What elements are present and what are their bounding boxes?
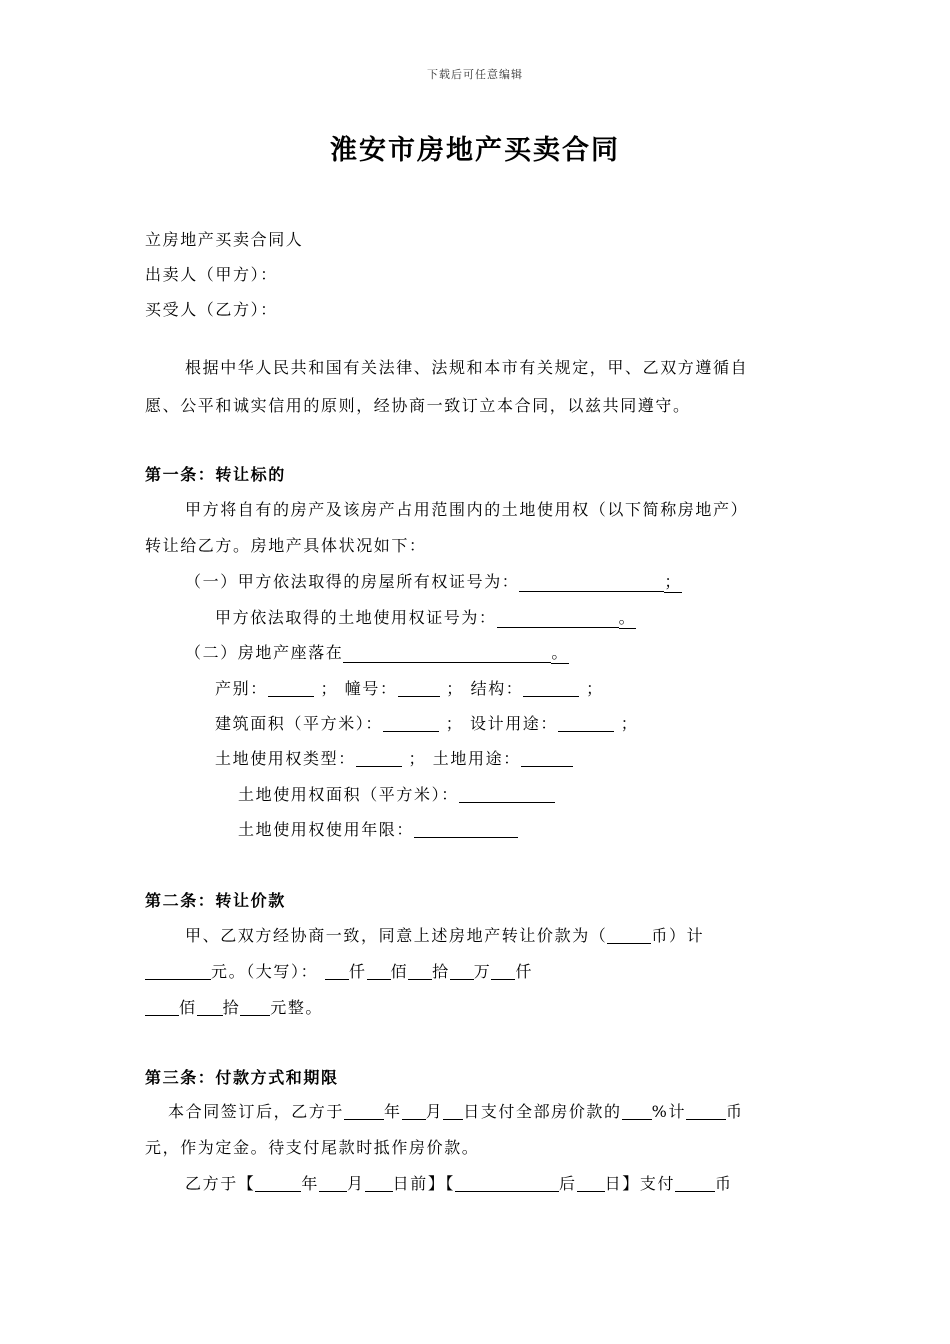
amount-words-label: 元。（大写）： <box>211 962 319 981</box>
article-1-line-2: 转让给乙方。房地产具体状况如下： <box>145 536 427 555</box>
property-details-row <box>215 676 604 699</box>
unit-bai: 佰 <box>390 962 409 981</box>
balance-intro: 乙方于【 <box>185 1174 256 1193</box>
design-use-label: 设计用途： <box>470 714 559 733</box>
article-2-heading: 第二条：转让价款 <box>145 891 286 910</box>
location-row <box>185 640 569 664</box>
balance-after-label: 后 <box>559 1174 577 1193</box>
land-area-row <box>238 782 555 805</box>
balance-month-blank[interactable] <box>319 1175 347 1192</box>
unit-wan: 万 <box>473 962 492 981</box>
balance-day-blank[interactable] <box>365 1175 393 1192</box>
separator: ； <box>586 679 604 698</box>
land-term-blank[interactable] <box>414 821 518 838</box>
land-cert-row <box>215 605 636 629</box>
price-currency-tail: 币）计 <box>651 926 705 945</box>
yuan-blank[interactable] <box>240 999 270 1016</box>
unit-yuan-end: 元整。 <box>270 998 324 1017</box>
seller-label: 出卖人（甲方）： <box>145 265 278 284</box>
land-use-label: 土地用途： <box>432 749 521 768</box>
land-term-row <box>238 817 518 840</box>
balance-day-label: 日前】【 <box>392 1174 456 1193</box>
deposit-day-label: 日支付全部房价款的 <box>463 1102 622 1121</box>
unit-shi-2: 拾 <box>222 998 241 1017</box>
separator: ； <box>446 679 464 698</box>
balance-amount-blank[interactable] <box>675 1175 715 1192</box>
balance-after-blank[interactable] <box>455 1175 559 1192</box>
bai-blank[interactable] <box>367 963 391 980</box>
balance-currency: 币 <box>715 1174 733 1193</box>
unit-bai-2: 佰 <box>179 998 197 1017</box>
property-type-blank[interactable] <box>268 680 314 697</box>
land-area-blank[interactable] <box>459 786 555 803</box>
land-term-label: 土地使用权使用年限： <box>238 820 415 839</box>
deposit-month-blank[interactable] <box>402 1103 426 1120</box>
payment-row-1 <box>168 1099 744 1122</box>
land-cert-label: 甲方依法取得的土地使用权证号为： <box>215 608 497 627</box>
payment-row-2: 元，作为定金。待支付尾款时抵作房价款。 <box>145 1138 480 1157</box>
land-use-blank[interactable] <box>521 750 573 767</box>
qian2-blank[interactable] <box>491 963 515 980</box>
balance-month-label: 月 <box>347 1174 365 1193</box>
article-1-line-1: 甲方将自有的房产及该房产占用范围内的土地使用权（以下简称房地产） <box>185 500 749 519</box>
deposit-day-blank[interactable] <box>443 1103 463 1120</box>
location-label: （二）房地产座落在 <box>185 643 344 662</box>
price-row-2 <box>145 959 533 982</box>
unit-shi: 拾 <box>432 962 450 981</box>
separator: ； <box>445 714 464 733</box>
separator: ； <box>320 679 339 698</box>
floor-area-label: 建筑面积（平方米）： <box>215 714 384 733</box>
deposit-year-label: 年 <box>384 1102 402 1121</box>
location-end: 。 <box>551 640 569 664</box>
structure-label: 结构： <box>470 679 524 698</box>
design-use-blank[interactable] <box>558 715 614 732</box>
balance-pay-label: 日】支付 <box>604 1174 676 1193</box>
bai2-blank[interactable] <box>145 999 179 1016</box>
land-right-type-blank[interactable] <box>356 750 402 767</box>
floor-area-blank[interactable] <box>383 715 439 732</box>
article-1-heading: 第一条：转让标的 <box>145 465 286 484</box>
land-right-type-label: 土地使用权类型： <box>215 749 356 768</box>
building-no-label: 幢号： <box>344 679 398 698</box>
article-3-heading: 第三条：付款方式和期限 <box>145 1068 339 1087</box>
balance-days-blank[interactable] <box>577 1175 605 1192</box>
area-use-row <box>215 711 638 734</box>
amount-blank[interactable] <box>145 963 211 980</box>
wan-blank[interactable] <box>450 963 474 980</box>
document-title: 淮安市房地产买卖合同 <box>330 135 620 166</box>
qian-blank[interactable] <box>325 963 349 980</box>
separator: ； <box>408 749 427 768</box>
structure-blank[interactable] <box>523 680 579 697</box>
land-area-label: 土地使用权面积（平方米）： <box>238 785 459 804</box>
deposit-month-label: 月 <box>425 1102 444 1121</box>
separator: ； <box>620 714 639 733</box>
land-cert-end: 。 <box>619 605 637 629</box>
shi-blank[interactable] <box>408 963 432 980</box>
preamble-line-2: 愿、公平和诚实信用的原则，经协商一致订立本合同，以兹共同遵守。 <box>145 396 691 415</box>
preamble-line-1: 根据中华人民共和国有关法律、法规和本市有关规定，甲、乙双方遵循自 <box>185 358 749 377</box>
house-cert-end: ； <box>664 569 682 593</box>
balance-year-blank[interactable] <box>255 1175 301 1192</box>
deposit-currency: 币 <box>726 1102 744 1121</box>
deposit-year-blank[interactable] <box>344 1103 384 1120</box>
price-intro: 甲、乙双方经协商一致，同意上述房地产转让价款为（ <box>185 926 608 945</box>
currency-blank[interactable] <box>607 927 651 944</box>
buyer-label: 买受人（乙方）： <box>145 300 278 319</box>
land-type-row <box>215 746 573 769</box>
balance-year-label: 年 <box>301 1174 320 1193</box>
location-blank[interactable] <box>343 643 551 663</box>
payment-intro: 本合同签订后，乙方于 <box>168 1102 345 1121</box>
building-no-blank[interactable] <box>398 680 440 697</box>
price-row-3 <box>145 995 323 1018</box>
deposit-pct-blank[interactable] <box>622 1103 652 1120</box>
house-cert-label: （一）甲方依法取得的房屋所有权证号为： <box>185 572 520 591</box>
price-row-1 <box>185 923 704 946</box>
deposit-amount-blank[interactable] <box>686 1103 726 1120</box>
property-type-label: 产别： <box>215 679 268 698</box>
house-cert-row <box>185 569 682 593</box>
house-cert-blank[interactable] <box>519 572 664 592</box>
header-note: 下载后可任意编辑 <box>427 68 523 81</box>
deposit-pct-label: %计 <box>651 1102 687 1121</box>
parties-intro: 立房地产买卖合同人 <box>145 230 304 249</box>
unit-qian-2: 仟 <box>515 962 533 981</box>
unit-qian: 仟 <box>348 962 367 981</box>
payment-row-3 <box>185 1171 733 1194</box>
shi2-blank[interactable] <box>197 999 223 1016</box>
land-cert-blank[interactable] <box>497 608 619 628</box>
